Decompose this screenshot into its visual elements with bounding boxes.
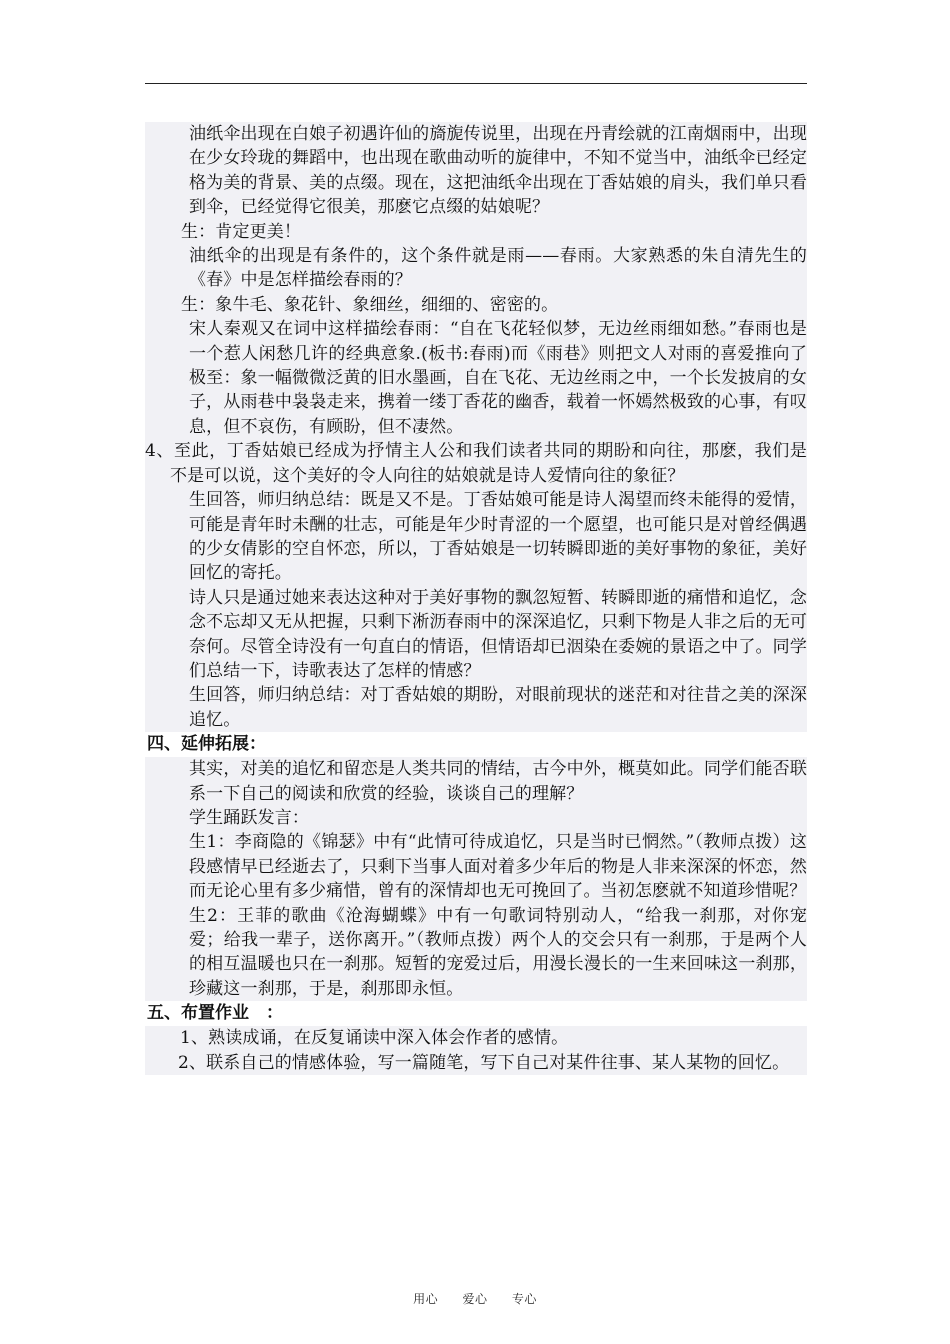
student-answer-2: 生：象牛毛、象花针、象细丝，细细的、密密的。 <box>145 293 807 317</box>
paragraph-summary-1: 生回答，师归纳总结：既是又不是。丁香姑娘可能是诗人渴望而终未能得的爱情，可能是青年时未酬的壮志，可能是年少时青涩的一个愿望，也可能只是对曾经偶遇的少女倩影的空自怀恋，所以，丁香姑娘是一切转瞬即逝的美好事物的象征，美好回忆的寄托。 <box>145 488 807 586</box>
paragraph-extension-intro: 其实，对美的追忆和留恋是人类共同的情结，古今中外，概莫如此。同学们能否联系一下自己的阅读和欣赏的经验，谈谈自己的理解？ <box>145 757 807 806</box>
document-body <box>145 122 807 1075</box>
paragraph-summary-2: 生回答，师归纳总结：对丁香姑娘的期盼，对眼前现状的迷茫和对往昔之美的深深追忆。 <box>145 683 807 732</box>
paragraph-item-4: 4、至此，丁香姑娘已经成为抒情主人公和我们读者共同的期盼和向往，那麽，我们是不是可以说，这个美好的令人向往的姑娘就是诗人爱情向往的象征？ <box>145 439 807 488</box>
paragraph-poet-feeling: 诗人只是通过她来表达这种对于美好事物的飘忽短暂、转瞬即逝的痛惜和追忆，念念不忘却又无从把握，只剩下淅沥春雨中的深深追忆，只剩下物是人非之后的无可奈何。尽管全诗没有一句直白的情语，但情语却已洇染在委婉的景语之中了。同学们总结一下，诗歌表达了怎样的情感？ <box>145 586 807 684</box>
paragraph-student-1: 生1：李商隐的《锦瑟》中有“此情可待成追忆，只是当时已惘然。”（教师点拨）这段感情早已经逝去了，只剩下当事人面对着多少年后的物是人非来深深的怀恋，然而无论心里有多少痛惜，曾有的深情却也无可挽回了。当初怎麽就不知道珍惜呢？ <box>145 830 807 903</box>
paragraph-student-2: 生2：王菲的歌曲《沧海蝴蝶》中有一句歌词特别动人，“给我一刹那，对你宠爱；给我一辈子，送你离开。”（教师点拨）两个人的交会只有一刹那，于是两个人的相互温暖也只在一刹那。短暂的宠爱过后，用漫长漫长的一生来回味这一刹那，珍藏这一刹那，于是，刹那即永恒。 <box>145 904 807 1002</box>
footer-word-1: 用心 <box>413 1292 439 1306</box>
paragraph-spring-rain: 油纸伞的出现是有条件的，这个条件就是雨——春雨。大家熟悉的朱自清先生的《春》中是怎样描绘春雨的？ <box>145 244 807 293</box>
homework-item-2: 2、联系自己的情感体验，写一篇随笔，写下自己对某件往事、某人某物的回忆。 <box>145 1051 807 1075</box>
page-footer <box>0 1290 950 1307</box>
footer-word-3: 专心 <box>511 1292 537 1306</box>
footer-word-2: 爱心 <box>462 1292 488 1306</box>
heading-homework: 五、布置作业 ： <box>145 1001 807 1026</box>
paragraph-students-speak: 学生踊跃发言： <box>145 806 807 830</box>
paragraph-qin-guan: 宋人秦观又在词中这样描绘春雨：“自在飞花轻似梦，无边丝雨细如愁。”春雨也是一个惹人闲愁几许的经典意象.(板书:春雨)而《雨巷》则把文人对雨的喜爱推向了极至：象一幅微微泛黄的旧水墨画，自在飞花、无边丝雨之中，一个长发披肩的女子，从雨巷中袅袅走来，携着一缕丁香花的幽香，载着一怀嫣然极致的心事，有叹息，但不哀伤，有顾盼，但不凄然。 <box>145 317 807 439</box>
homework-item-1: 1、熟读成诵，在反复诵读中深入体会作者的感情。 <box>145 1026 807 1050</box>
paragraph-oil-umbrella: 油纸伞出现在白娘子初遇许仙的旖旎传说里，出现在丹青绘就的江南烟雨中，出现在少女玲珑的舞蹈中，也出现在歌曲动听的旋律中，不知不觉当中，油纸伞已经定格为美的背景、美的点缀。现在，这把油纸伞出现在丁香姑娘的肩头，我们单只看到伞，已经觉得它很美，那麽它点缀的姑娘呢？ <box>145 122 807 220</box>
header-rule <box>145 83 807 84</box>
student-answer-1: 生：肯定更美！ <box>145 220 807 244</box>
heading-extension: 四、延伸拓展： <box>145 732 807 757</box>
